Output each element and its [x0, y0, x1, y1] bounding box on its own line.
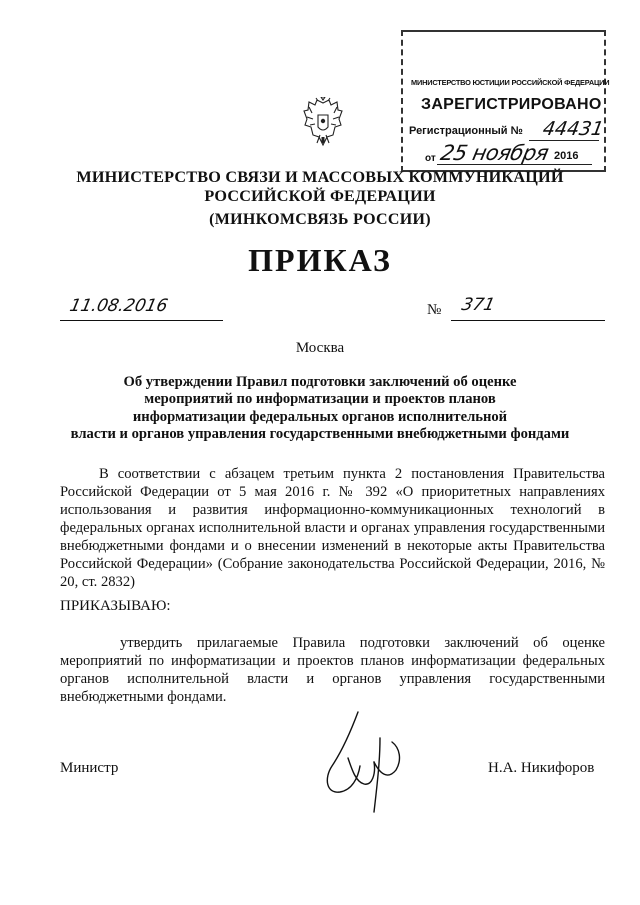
order-number: 371 — [459, 295, 497, 315]
order-date: 11.08.2016 — [67, 296, 170, 316]
stamp-year: 2016 — [554, 150, 579, 162]
registration-stamp — [401, 30, 610, 172]
stamp-date-prefix: от — [425, 153, 436, 164]
stamp-registered: ЗАРЕГИСТРИРОВАНО — [421, 96, 602, 113]
stamp-reg-number: 44431 — [541, 118, 606, 140]
coat-of-arms-icon — [303, 97, 343, 149]
order-subject-line: мероприятий по информатизации и проектов планов — [144, 391, 496, 408]
order-subject-line: информатизации федеральных органов исполнительной — [132, 408, 508, 425]
order-subject-line: власти и органов управления государственными внебюджетными фондами — [70, 426, 570, 443]
ministry-name — [0, 168, 640, 206]
ministry-name-line1: МИНИСТЕРСТВО СВЯЗИ И МАССОВЫХ КОММУНИКАЦИЙ — [76, 168, 564, 186]
order-subject-text — [0, 374, 640, 444]
signatory-name: Н.А. Никифоров — [488, 760, 595, 776]
order-subject — [0, 374, 640, 444]
decision-paragraph: утвердить прилагаемые Правила подготовки заключений об оценке мероприятий по информатизации и проектов планов информатизации федеральных органов исполнительной власти и органов управления государственными внебюджетными фондами. — [60, 635, 605, 705]
ministry-short-name: (МИНКОМСВЯЗЬ РОССИИ) — [209, 211, 431, 228]
preamble-paragraph: В соответствии с абзацем третьим пункта 2 постановления Правительства Российской Федерации от 5 мая 2016 г. № 392 «О приоритетных направлениях использования и развития информационно-коммуникационных технологий в федеральных органах исполнительной власти и органах управления государственными внебюджетными фондами и о внесении изменений в некоторые акты Правительства Российской Федерации» (Собрание законодательства Российской Федерации, 2016, № 20, ст. 2832) — [60, 466, 605, 590]
order-number-sign: № — [427, 302, 442, 318]
stamp-ministry: МИНИСТЕРСТВО ЮСТИЦИИ РОССИЙСКОЙ ФЕДЕРАЦИИ — [411, 78, 610, 87]
city: Москва — [295, 340, 345, 356]
number-underline — [451, 320, 605, 321]
handwritten-signature — [318, 708, 408, 814]
stamp-date: 25 ноября — [438, 141, 551, 165]
stamp-date-line — [437, 164, 592, 165]
signatory-position: Министр — [60, 760, 119, 776]
order-word: ПРИКАЗЫВАЮ: — [60, 598, 171, 614]
date-underline — [60, 320, 223, 321]
ministry-name-line2: РОССИЙСКОЙ ФЕДЕРАЦИИ — [204, 187, 436, 205]
document-type: ПРИКАЗ — [248, 242, 392, 278]
order-subject-line: Об утверждении Правил подготовки заключений об оценке — [123, 374, 517, 390]
stamp-reg-number-label: Регистрационный № — [409, 125, 523, 137]
